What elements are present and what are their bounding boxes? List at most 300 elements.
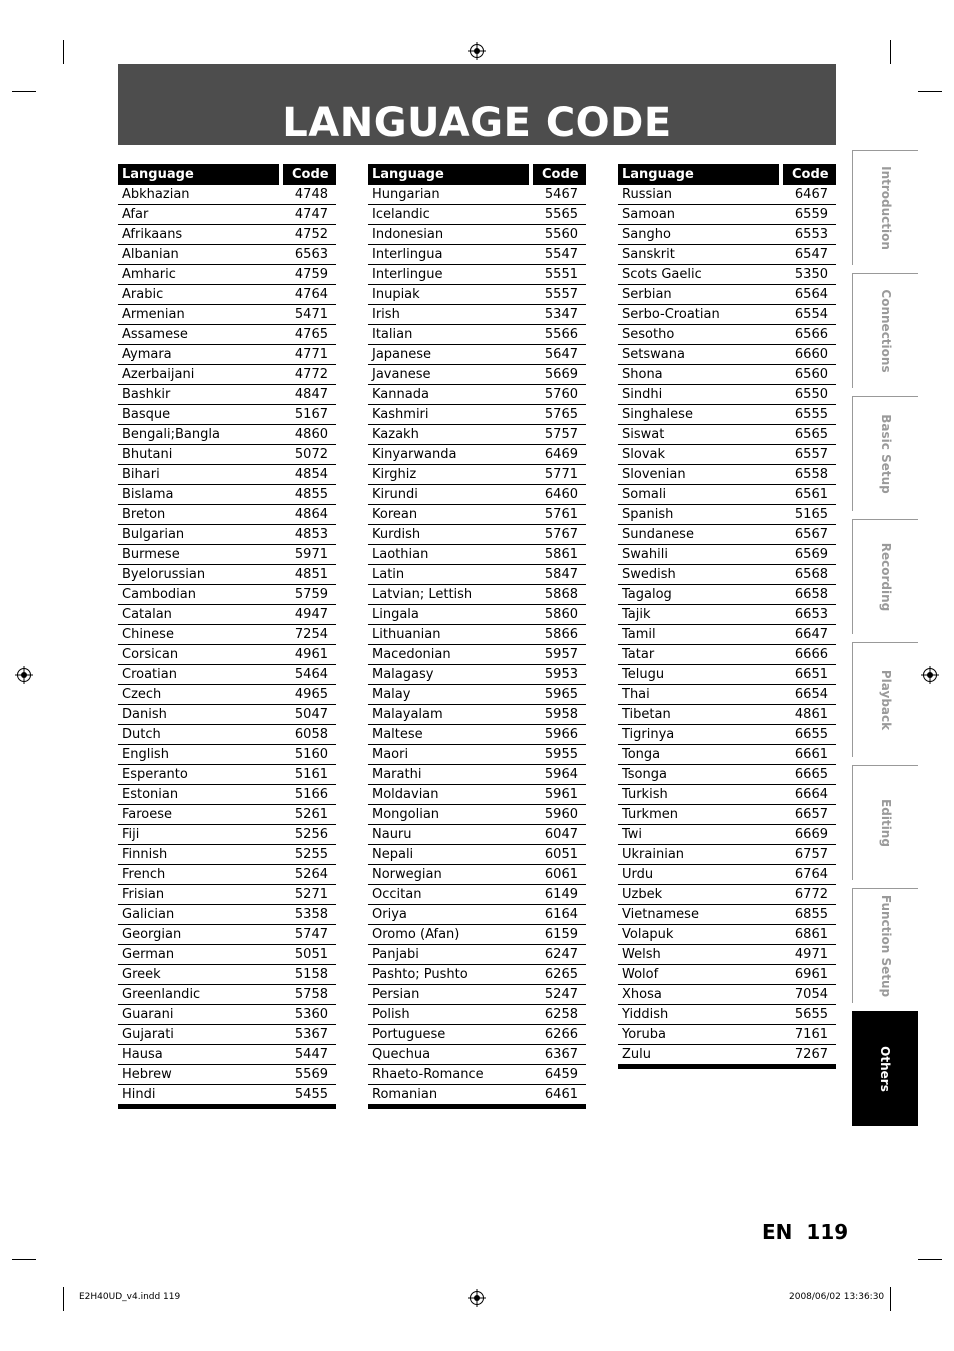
- table-row: [368, 765, 586, 785]
- header-code: Code: [531, 164, 586, 185]
- language-code: 6553: [781, 225, 836, 245]
- language-code: 6568: [781, 565, 836, 585]
- language-code: 6469: [531, 445, 586, 465]
- table-row: [618, 445, 836, 465]
- language-name: Arabic: [118, 285, 281, 305]
- language-name: Chinese: [118, 625, 281, 645]
- language-name: Moldavian: [368, 785, 531, 805]
- table-row: [368, 865, 586, 885]
- language-code: 6764: [781, 865, 836, 885]
- language-name: Greenlandic: [118, 985, 281, 1005]
- language-code: 6558: [781, 465, 836, 485]
- language-name: Malagasy: [368, 665, 531, 685]
- language-name: Nepali: [368, 845, 531, 865]
- language-code: 6461: [531, 1085, 586, 1107]
- table-row: [618, 545, 836, 565]
- language-name: Oriya: [368, 905, 531, 925]
- table-row: [618, 925, 836, 945]
- language-code: 4759: [281, 265, 336, 285]
- language-name: Welsh: [618, 945, 781, 965]
- language-name: Tajik: [618, 605, 781, 625]
- table-row: [368, 485, 586, 505]
- language-name: Tibetan: [618, 705, 781, 725]
- table-row: [368, 1085, 586, 1107]
- language-name: Turkmen: [618, 805, 781, 825]
- table-row: [618, 405, 836, 425]
- language-code: 5566: [531, 325, 586, 345]
- language-code: 4851: [281, 565, 336, 585]
- language-name: Singhalese: [618, 405, 781, 425]
- language-name: Irish: [368, 305, 531, 325]
- language-name: Interlingue: [368, 265, 531, 285]
- table-row: [618, 745, 836, 765]
- table-row: [618, 205, 836, 225]
- table-row: [118, 945, 336, 965]
- language-name: Dutch: [118, 725, 281, 745]
- page-number: [762, 1220, 848, 1244]
- table-row: [118, 845, 336, 865]
- language-code: 5360: [281, 1005, 336, 1025]
- table-row: [118, 385, 336, 405]
- tab-others[interactable]: [852, 1011, 918, 1126]
- table-row: [118, 785, 336, 805]
- language-name: Frisian: [118, 885, 281, 905]
- language-name: Oromo (Afan): [368, 925, 531, 945]
- tab-label: Others: [878, 1045, 892, 1092]
- language-code: 5953: [531, 665, 586, 685]
- language-code: 5256: [281, 825, 336, 845]
- table-row: [368, 325, 586, 345]
- language-code: 6367: [531, 1045, 586, 1065]
- table-row: [368, 505, 586, 525]
- registration-mark-left: [17, 668, 31, 682]
- language-code: 5955: [531, 745, 586, 765]
- table-row: [118, 1085, 336, 1107]
- table-row: [618, 965, 836, 985]
- language-code: 6666: [781, 645, 836, 665]
- header-language: Language: [618, 164, 781, 185]
- language-name: Latin: [368, 565, 531, 585]
- table-row: [118, 705, 336, 725]
- title-banner: [118, 64, 836, 145]
- language-name: Tonga: [618, 745, 781, 765]
- table-row: [368, 1005, 586, 1025]
- language-name: Galician: [118, 905, 281, 925]
- language-name: Cambodian: [118, 585, 281, 605]
- language-code: 6149: [531, 885, 586, 905]
- table-row: [368, 365, 586, 385]
- table-row: [118, 865, 336, 885]
- language-name: Laothian: [368, 545, 531, 565]
- table-row: [368, 885, 586, 905]
- table-row: [118, 565, 336, 585]
- table-row: [118, 1065, 336, 1085]
- language-name: Bihari: [118, 465, 281, 485]
- language-name: Kirundi: [368, 485, 531, 505]
- language-code: 5247: [531, 985, 586, 1005]
- table-row: [118, 925, 336, 945]
- language-name: Estonian: [118, 785, 281, 805]
- language-code: 6559: [781, 205, 836, 225]
- language-code: 5758: [281, 985, 336, 1005]
- table-row: [368, 345, 586, 365]
- table-row: [368, 425, 586, 445]
- table-row: [618, 585, 836, 605]
- tab-editing[interactable]: [852, 765, 918, 880]
- table-row: [618, 385, 836, 405]
- language-code-table: [368, 164, 586, 1109]
- language-name: Yoruba: [618, 1025, 781, 1045]
- table-row: [118, 545, 336, 565]
- table-row: [618, 865, 836, 885]
- language-code: 5767: [531, 525, 586, 545]
- language-code: 5759: [281, 585, 336, 605]
- table-row: [368, 305, 586, 325]
- language-name: Korean: [368, 505, 531, 525]
- language-code: 6657: [781, 805, 836, 825]
- table-row: [118, 345, 336, 365]
- language-code: 6651: [781, 665, 836, 685]
- language-code: 5560: [531, 225, 586, 245]
- table-row: [368, 985, 586, 1005]
- language-name: Guarani: [118, 1005, 281, 1025]
- language-name: Somali: [618, 485, 781, 505]
- table-row: [118, 585, 336, 605]
- language-code: 5655: [781, 1005, 836, 1025]
- table-row: [368, 405, 586, 425]
- table-row: [618, 345, 836, 365]
- language-code: 4748: [281, 185, 336, 205]
- language-code: 5350: [781, 265, 836, 285]
- table-row: [618, 605, 836, 625]
- language-code: 5051: [281, 945, 336, 965]
- language-name: Bhutani: [118, 445, 281, 465]
- language-name: Bashkir: [118, 385, 281, 405]
- table-row: [118, 605, 336, 625]
- table-row: [618, 305, 836, 325]
- table-row: [118, 505, 336, 525]
- table-row: [618, 645, 836, 665]
- table-row: [368, 285, 586, 305]
- language-code: 6258: [531, 1005, 586, 1025]
- tab-label: Basic Setup: [878, 414, 893, 494]
- language-name: Setswana: [618, 345, 781, 365]
- language-name: Scots Gaelic: [618, 265, 781, 285]
- language-name: Volapuk: [618, 925, 781, 945]
- language-code: 6561: [781, 485, 836, 505]
- language-name: Japanese: [368, 345, 531, 365]
- language-code: 6564: [781, 285, 836, 305]
- language-name: Lingala: [368, 605, 531, 625]
- language-code: 7254: [281, 625, 336, 645]
- header-code: Code: [281, 164, 336, 185]
- language-code: 4965: [281, 685, 336, 705]
- language-code: 5958: [531, 705, 586, 725]
- tab-recording[interactable]: [852, 519, 918, 634]
- language-name: Azerbaijani: [118, 365, 281, 385]
- language-name: Urdu: [618, 865, 781, 885]
- language-code: 5367: [281, 1025, 336, 1045]
- table-row: [118, 1045, 336, 1065]
- table-row: [618, 265, 836, 285]
- language-code: 6647: [781, 625, 836, 645]
- table-row: [368, 805, 586, 825]
- language-code: 6772: [781, 885, 836, 905]
- table-row: [368, 525, 586, 545]
- language-code: 5565: [531, 205, 586, 225]
- language-code: 5047: [281, 705, 336, 725]
- tab-label: Recording: [878, 542, 893, 612]
- language-name: Assamese: [118, 325, 281, 345]
- language-name: Catalan: [118, 605, 281, 625]
- table-row: [118, 625, 336, 645]
- language-code: 5961: [531, 785, 586, 805]
- table-row: [118, 325, 336, 345]
- table-header-row: [618, 164, 836, 185]
- language-code: 5866: [531, 625, 586, 645]
- language-name: Macedonian: [368, 645, 531, 665]
- language-code: 5669: [531, 365, 586, 385]
- language-name: Kurdish: [368, 525, 531, 545]
- language-table-1: [118, 164, 336, 1109]
- language-code: 4860: [281, 425, 336, 445]
- language-code: 6565: [781, 425, 836, 445]
- language-code: 5765: [531, 405, 586, 425]
- language-name: Wolof: [618, 965, 781, 985]
- table-row: [118, 905, 336, 925]
- language-code: 4855: [281, 485, 336, 505]
- language-name: Javanese: [368, 365, 531, 385]
- language-name: Ukrainian: [618, 845, 781, 865]
- registration-mark-right: [923, 668, 937, 682]
- language-name: Sanskrit: [618, 245, 781, 265]
- language-code: 6658: [781, 585, 836, 605]
- table-row: [118, 745, 336, 765]
- language-name: Abkhazian: [118, 185, 281, 205]
- table-row: [618, 1045, 836, 1067]
- language-label: EN: [762, 1220, 793, 1244]
- language-name: Serbian: [618, 285, 781, 305]
- tab-label: Introduction: [878, 166, 893, 250]
- language-code: 6051: [531, 845, 586, 865]
- language-name: Afrikaans: [118, 225, 281, 245]
- language-name: Indonesian: [368, 225, 531, 245]
- language-code: 6557: [781, 445, 836, 465]
- table-row: [618, 685, 836, 705]
- language-code: 6061: [531, 865, 586, 885]
- registration-mark-top: [470, 44, 484, 58]
- language-name: Twi: [618, 825, 781, 845]
- language-code: 5966: [531, 725, 586, 745]
- language-code: 5868: [531, 585, 586, 605]
- language-code: 6757: [781, 845, 836, 865]
- language-name: Slovenian: [618, 465, 781, 485]
- header-code: Code: [781, 164, 836, 185]
- language-name: Icelandic: [368, 205, 531, 225]
- language-code: 5072: [281, 445, 336, 465]
- language-name: Danish: [118, 705, 281, 725]
- language-code: 4864: [281, 505, 336, 525]
- table-row: [368, 225, 586, 245]
- language-name: Siswat: [618, 425, 781, 445]
- language-code: 5761: [531, 505, 586, 525]
- tab-playback[interactable]: [852, 642, 918, 757]
- language-name: Inupiak: [368, 285, 531, 305]
- language-code: 5547: [531, 245, 586, 265]
- tab-label: Editing: [878, 799, 893, 847]
- language-name: Burmese: [118, 545, 281, 565]
- language-name: Maori: [368, 745, 531, 765]
- tab-connections[interactable]: [852, 273, 918, 388]
- table-row: [618, 785, 836, 805]
- table-row: [618, 325, 836, 345]
- tab-introduction[interactable]: [852, 150, 918, 265]
- language-name: English: [118, 745, 281, 765]
- language-name: French: [118, 865, 281, 885]
- language-name: Slovak: [618, 445, 781, 465]
- table-row: [368, 785, 586, 805]
- table-row: [118, 445, 336, 465]
- language-code: 5971: [281, 545, 336, 565]
- language-name: Pashto; Pushto: [368, 965, 531, 985]
- language-code: 4854: [281, 465, 336, 485]
- language-code: 6047: [531, 825, 586, 845]
- page-title: LANGUAGE CODE: [282, 100, 672, 146]
- table-row: [118, 525, 336, 545]
- language-name: Uzbek: [618, 885, 781, 905]
- table-row: [118, 805, 336, 825]
- table-row: [618, 525, 836, 545]
- language-name: Lithuanian: [368, 625, 531, 645]
- language-name: Amharic: [118, 265, 281, 285]
- table-row: [618, 185, 836, 205]
- table-row: [118, 765, 336, 785]
- language-name: Albanian: [118, 245, 281, 265]
- table-row: [368, 605, 586, 625]
- language-name: Russian: [618, 185, 781, 205]
- table-row: [118, 285, 336, 305]
- footer-file: E2H40UD_v4.indd 119: [79, 1292, 181, 1302]
- table-row: [618, 365, 836, 385]
- table-row: [618, 825, 836, 845]
- table-row: [618, 625, 836, 645]
- language-name: Kinyarwanda: [368, 445, 531, 465]
- language-code: 5161: [281, 765, 336, 785]
- language-name: Esperanto: [118, 765, 281, 785]
- language-code: 5255: [281, 845, 336, 865]
- table-row: [118, 465, 336, 485]
- language-code: 5957: [531, 645, 586, 665]
- table-row: [118, 185, 336, 205]
- tab-function-setup[interactable]: [852, 888, 918, 1003]
- language-code: 5264: [281, 865, 336, 885]
- language-name: Fiji: [118, 825, 281, 845]
- language-code: 5167: [281, 405, 336, 425]
- language-name: Finnish: [118, 845, 281, 865]
- tab-basic-setup[interactable]: [852, 396, 918, 511]
- table-row: [368, 1065, 586, 1085]
- language-code: 6861: [781, 925, 836, 945]
- language-code: 5464: [281, 665, 336, 685]
- language-name: Maltese: [368, 725, 531, 745]
- table-row: [368, 465, 586, 485]
- language-code: 6566: [781, 325, 836, 345]
- language-code: 4861: [781, 705, 836, 725]
- language-code: 5847: [531, 565, 586, 585]
- language-name: Turkish: [618, 785, 781, 805]
- language-code: 5261: [281, 805, 336, 825]
- table-row: [618, 285, 836, 305]
- language-code: 4961: [281, 645, 336, 665]
- table-row: [368, 685, 586, 705]
- language-name: Yiddish: [618, 1005, 781, 1025]
- language-name: Thai: [618, 685, 781, 705]
- table-header-row: [368, 164, 586, 185]
- language-name: Norwegian: [368, 865, 531, 885]
- table-row: [118, 685, 336, 705]
- table-row: [118, 265, 336, 285]
- table-row: [118, 485, 336, 505]
- language-code: 6467: [781, 185, 836, 205]
- language-code: 5771: [531, 465, 586, 485]
- language-name: Armenian: [118, 305, 281, 325]
- language-code: 5964: [531, 765, 586, 785]
- language-name: Persian: [368, 985, 531, 1005]
- language-name: Czech: [118, 685, 281, 705]
- language-code: 6560: [781, 365, 836, 385]
- language-code: 6855: [781, 905, 836, 925]
- tab-label: Connections: [878, 289, 893, 373]
- language-name: Georgian: [118, 925, 281, 945]
- language-name: Corsican: [118, 645, 281, 665]
- language-code: 5347: [531, 305, 586, 325]
- language-name: Latvian; Lettish: [368, 585, 531, 605]
- language-name: Malay: [368, 685, 531, 705]
- table-row: [118, 1005, 336, 1025]
- language-name: Samoan: [618, 205, 781, 225]
- language-code: 5647: [531, 345, 586, 365]
- language-code: 5467: [531, 185, 586, 205]
- table-row: [618, 485, 836, 505]
- table-row: [368, 725, 586, 745]
- table-row: [118, 665, 336, 685]
- table-row: [618, 945, 836, 965]
- language-name: Occitan: [368, 885, 531, 905]
- table-row: [368, 925, 586, 945]
- language-name: Tsonga: [618, 765, 781, 785]
- language-name: Hindi: [118, 1085, 281, 1107]
- language-code: 6567: [781, 525, 836, 545]
- language-name: Gujarati: [118, 1025, 281, 1045]
- language-name: Malayalam: [368, 705, 531, 725]
- table-row: [368, 825, 586, 845]
- table-row: [368, 745, 586, 765]
- language-code: 4971: [781, 945, 836, 965]
- table-row: [618, 845, 836, 865]
- language-name: Swahili: [618, 545, 781, 565]
- table-row: [118, 365, 336, 385]
- language-name: Vietnamese: [618, 905, 781, 925]
- table-row: [618, 1025, 836, 1045]
- table-row: [368, 1025, 586, 1045]
- table-row: [368, 845, 586, 865]
- table-row: [618, 505, 836, 525]
- language-code: 5455: [281, 1085, 336, 1107]
- language-name: Panjabi: [368, 945, 531, 965]
- language-name: Polish: [368, 1005, 531, 1025]
- language-name: Xhosa: [618, 985, 781, 1005]
- language-code: 7161: [781, 1025, 836, 1045]
